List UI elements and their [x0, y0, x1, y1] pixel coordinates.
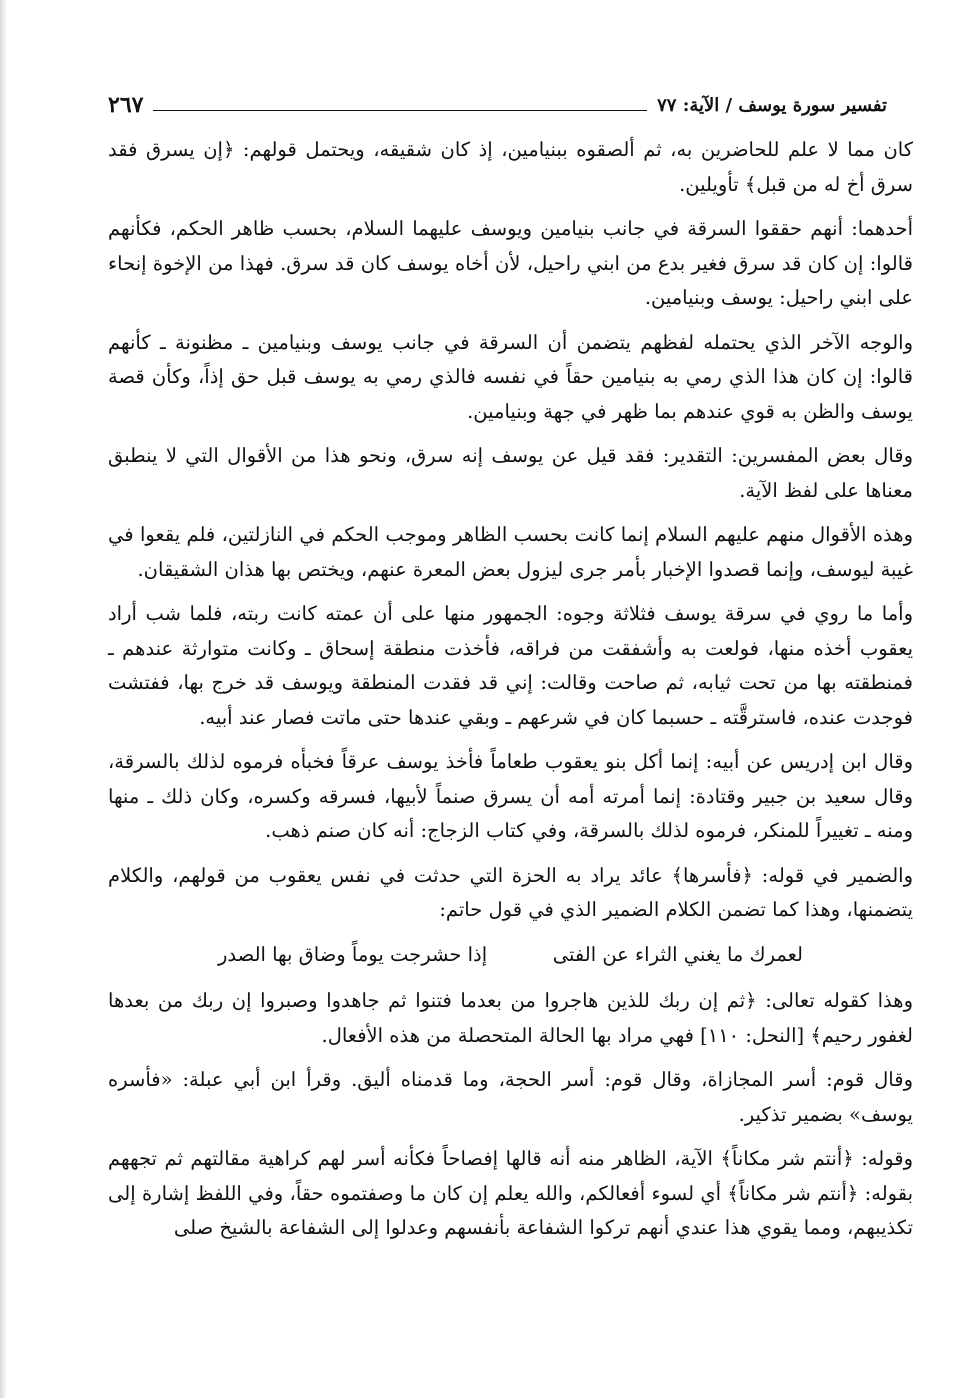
paragraph-3: والوجه الآخر الذي يحتمله لفظهم يتضمن أن السرقة في جانب يوسف وبنيامين ـ مظنونة ـ كأنهم قالوا: إن كان هذا الذي رمي به بنيامين حقاً في نفسه فالذي رمي به يوسف قبل حق إذاً، وكأن قصة يوسف والظن به قوي عندهم بما ظهر في جهة وبنيامين.	[108, 330, 913, 423]
page-number: ٢٦٧	[108, 92, 144, 118]
paragraph-6: وأما ما روي في سرقة يوسف فثلاثة وجوه: الجمهور منها على أن عمته كانت ربته، فلما شب أراد يعقوب أخذه منها، فولعت به وأشفقت من فراقه، فأخذت منطقة إسحاق ـ وكانت متوارثة عندهم ـ فمنطقته بها من تحت ثيابه، ثم صاحت وقالت: إني قد فقدت المنطقة ويوسف قد خرج بها، ففتشت فوجدت عنده، فاسترقَّته ـ حسبما كان في شرعهم ـ وبقي عندها حتى ماتت فصار عند أبيه.	[108, 602, 913, 729]
running-title: تفسير سورة يوسف / الآية: ٧٧	[657, 94, 887, 116]
paragraph-10: وقال قوم: أسر المجازاة، وقال قوم: أسر الحجة، وما قدمناه أليق. وقرأ ابن أبي عبلة: «فأسره يوسف» بضمير تذكير.	[108, 1068, 913, 1126]
paragraph-11: وقوله: ﴿أنتم شر مكاناً﴾ الآية، الظاهر منه أنه قالها إفصاحاً فكأنه أسر لهم كراهية مقالتهم ثم تجههم بقوله: ﴿أنتم شر مكاناً﴾ أي لسوء أفعالكم، والله يعلم إن كان ما وصفتموه حقاً، وفي اللفظ إشارة إلى تكذيبهم، ومما يقوي هذا عندي أنهم تركوا الشفاعة بأنفسهم وعدلوا إلى الشفاعة بالشيخ صلى	[108, 1147, 913, 1239]
paragraph-5: وهذه الأقوال منهم عليهم السلام إنما كانت بحسب الظاهر وموجب الحكم في النازلتين، فلم يقعوا في غيبة ليوسف، وإنما قصدوا الإخبار بأمر جرى ليزول بعض المعرة عنهم، ويختص بها هذان الشقيقان.	[108, 523, 913, 581]
verse-hemistich-second: إذا حشرجت يوماً وضاق بها الصدر	[218, 942, 488, 966]
paragraph-9: وهذا كقوله تعالى: ﴿ثم إن ربك للذين هاجروا من بعدما فتنوا ثم جاهدوا وصبروا إن ربك من بعدها لغفور رحيم﴾ [النحل: ١١٠] فهي مراد بها الحالة المتحصلة من هذه الأفعال.	[108, 989, 913, 1047]
page-body	[108, 133, 913, 1256]
paragraph-7: وقال ابن إدريس عن أبيه: إنما أكل بنو يعقوب طعاماً فأخذ يوسف عرقاً فخبأه فرموه لذلك بالسرقة، وقال سعيد بن جبير وقتادة: إنما أمرته أمه أن يسرق صنماً لأبيها، فسرقه وكسره، وكان ذلك ـ منها ومنه ـ تغييراً للمنكر، فرموه لذلك بالسرقة، وفي كتاب الزجاج: أنه كان صنم ذهب.	[108, 750, 913, 842]
page-header	[108, 90, 887, 120]
book-spine-edge	[0, 0, 6, 1398]
poetry-verse	[218, 938, 803, 973]
header-rule	[153, 110, 647, 111]
paragraph-1: كان مما لا علم للحاضرين به، ثم ألصقوه ببنيامين، إذ كان شقيقه، ويحتمل قولهم: ﴿إن يسرق فقد سرق أخ له من قبل﴾ تأويلين.	[108, 138, 913, 196]
verse-hemistich-first: لعمرك ما يغني الثراء عن الفتى	[552, 942, 803, 966]
paragraph-2: أحدهما: أنهم حققوا السرقة في جانب بنيامين ويوسف عليهما السلام، بحسب ظاهر الحكم، فكأنهم قالوا: إن كان قد سرق فغير بدع من ابني راحيل، لأن أخاه يوسف كان قد سرق. فهذا من الإخوة إنحاء على ابني راحيل: يوسف وبنيامين.	[108, 217, 913, 309]
paragraph-4: وقال بعض المفسرين: التقدير: فقد قيل عن يوسف إنه سرق، ونحو هذا من الأقوال التي لا ينطبق معناها على لفظ الآية.	[108, 444, 913, 502]
paragraph-8: والضمير في قوله: ﴿فأسرها﴾ عائد يراد به الحزة التي حدثت في نفس يعقوب من قولهم، والكلام يتضمنها، وهذا كما تضمن الكلام الضمير الذي في قول حاتم:	[108, 863, 913, 921]
